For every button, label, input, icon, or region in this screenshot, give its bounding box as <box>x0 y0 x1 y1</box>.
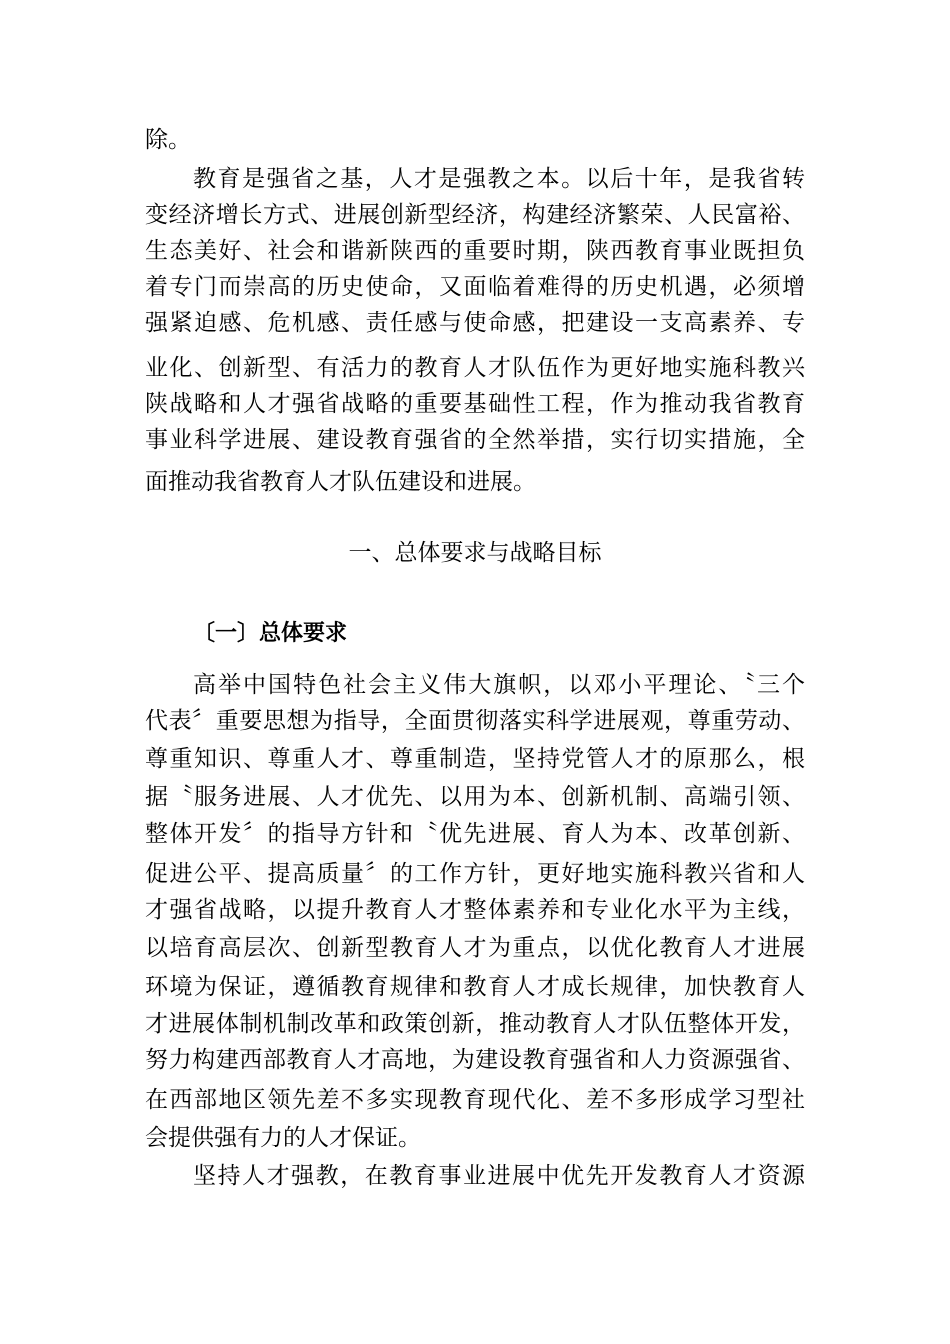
paragraph-line: 会提供强有力的人才保证。 <box>145 1125 421 1151</box>
paragraph-line: 代表〞重要思想为指导，全面贯彻落实科学进展观，尊重劳动、 <box>145 708 805 734</box>
paragraph-line: 才进展体制机制改革和政策创新，推动教育人才队伍整体开发， <box>145 1011 805 1037</box>
paragraph-line: 陕战略和人才强省战略的重要基础性工程，作为推动我省教育 <box>145 391 805 417</box>
paragraph-line: 在西部地区领先差不多实现教育现代化、差不多形成学习型社 <box>145 1087 805 1113</box>
paragraph-line: 尊重知识、尊重人才、尊重制造，坚持党管人才的原那么，根 <box>145 746 805 772</box>
paragraph-line: 生态美好、社会和谐新陕西的重要时期，陕西教育事业既担负 <box>145 238 805 264</box>
paragraph-line: 据〝服务进展、人才优先、以用为本、创新机制、高端引领、 <box>145 784 805 810</box>
paragraph-line: 着专门而崇高的历史使命，又面临着难得的历史机遇，必须增 <box>145 274 805 300</box>
paragraph-line: 教育是强省之基，人才是强教之本。以后十年，是我省转 <box>193 166 805 192</box>
paragraph-line: 变经济增长方式、进展创新型经济，构建经济繁荣、人民富裕、 <box>145 202 805 228</box>
paragraph-line: 业化、创新型、有活力的教育人才队伍作为更好地实施科教兴 <box>145 355 805 381</box>
paragraph-line: 努力构建西部教育人才高地，为建设教育强省和人力资源强省、 <box>145 1047 805 1073</box>
paragraph-line: 强紧迫感、危机感、责任感与使命感，把建设一支高素养、专 <box>145 310 805 336</box>
paragraph-line: 除。 <box>145 127 191 153</box>
paragraph-line: 以培育高层次、创新型教育人才为重点，以优化教育人才进展 <box>145 935 805 961</box>
paragraph-line: 事业科学进展、建设教育强省的全然举措，实行切实措施，全 <box>145 427 805 453</box>
paragraph-line: 整体开发〞的指导方针和〝优先进展、育人为本、改革创新、 <box>145 821 805 847</box>
paragraph-line: 促进公平、提高质量〞的工作方针，更好地实施科教兴省和人 <box>145 861 805 887</box>
section-heading: 一、总体要求与战略目标 <box>348 540 602 566</box>
paragraph-line: 高举中国特色社会主义伟大旗帜，以邓小平理论、〝三个 <box>193 672 805 698</box>
subsection-heading: 〔一〕总体要求 <box>193 621 348 646</box>
paragraph-line: 环境为保证，遵循教育规律和教育人才成长规律，加快教育人 <box>145 974 805 1000</box>
paragraph-line: 才强省战略，以提升教育人才整体素养和专业化水平为主线， <box>145 897 805 923</box>
paragraph-line: 坚持人才强教，在教育事业进展中优先开发教育人才资源 <box>193 1163 805 1189</box>
paragraph-line: 面推动我省教育人才队伍建设和进展。 <box>145 469 536 495</box>
